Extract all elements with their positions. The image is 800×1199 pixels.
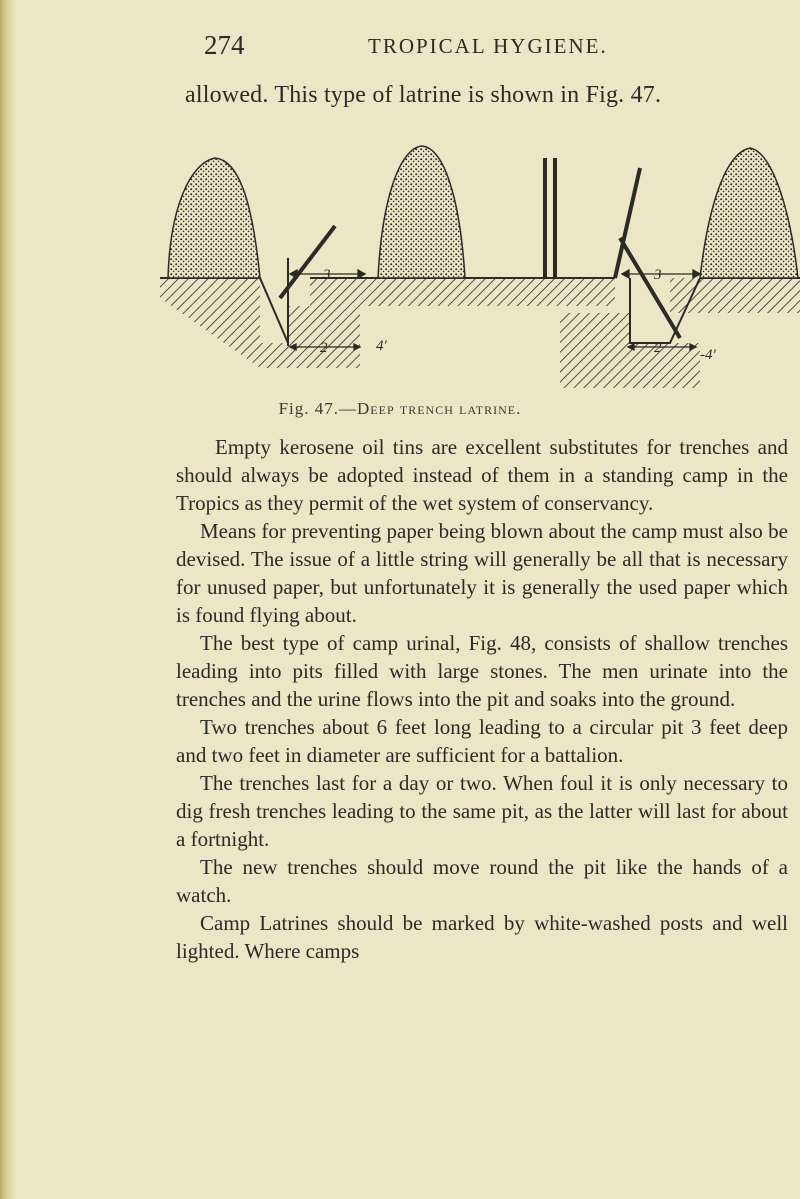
book-gutter bbox=[0, 0, 16, 1199]
page-number: 274 bbox=[204, 30, 245, 60]
running-title: TROPICAL HYGIENE. bbox=[368, 34, 608, 58]
caption-title: Deep trench latrine. bbox=[357, 399, 522, 418]
left-depth-label: 4' bbox=[376, 338, 387, 354]
body-text bbox=[176, 433, 788, 965]
right-bottom-width-label: 2 bbox=[654, 340, 662, 356]
left-bottom-width-label: 2 bbox=[320, 340, 328, 356]
left-top-width-label: 3 bbox=[323, 267, 331, 283]
intro-line: allowed. This type of latrine is shown in Fig. 47. bbox=[185, 82, 662, 108]
deep-trench-latrine-figure bbox=[160, 138, 800, 400]
right-top-width-label: 3 bbox=[654, 267, 662, 283]
paragraph-latrine-marking: Camp Latrines should be marked by white-washed posts and well lighted. Where camps bbox=[176, 911, 788, 963]
right-depth-label: -4' bbox=[700, 347, 716, 363]
caption-number: Fig. 47.— bbox=[278, 399, 358, 418]
paragraph-paper: Means for preventing paper being blown about the camp must also be devised. The issue of a little string will generally be all that is necessary for unused paper, but unfortunately it is generally the used paper which is found flying about. bbox=[176, 519, 788, 627]
paragraph-trench-duration: The trenches last for a day or two. When foul it is only necessary to dig fresh trenches leading to the same pit, as the latter will last for about a fortnight. bbox=[176, 771, 788, 851]
paragraph-new-trenches: The new trenches should move round the pit like the hands of a watch. bbox=[176, 855, 788, 907]
page-header bbox=[0, 28, 800, 68]
paragraph-trench-size: Two trenches about 6 feet long leading to a circular pit 3 feet deep and two feet in diameter are sufficient for a battalion. bbox=[176, 715, 788, 767]
paragraph-urinal: The best type of camp urinal, Fig. 48, consists of shallow trenches leading into pits filled with large stones. The men urinate into the trenches and the urine flows into the pit and soaks into the ground. bbox=[176, 631, 788, 711]
spoil-heaps bbox=[168, 146, 798, 278]
ground-surface-hatching bbox=[160, 278, 800, 388]
paragraph-kerosene-tins: Empty kerosene oil tins are excellent substitutes for trenches and should always be adopted instead of them in a standing camp in the Tropics as they permit of the wet system of conservancy. bbox=[176, 435, 788, 515]
figure-caption bbox=[0, 399, 800, 419]
trench-diagram bbox=[160, 138, 800, 400]
